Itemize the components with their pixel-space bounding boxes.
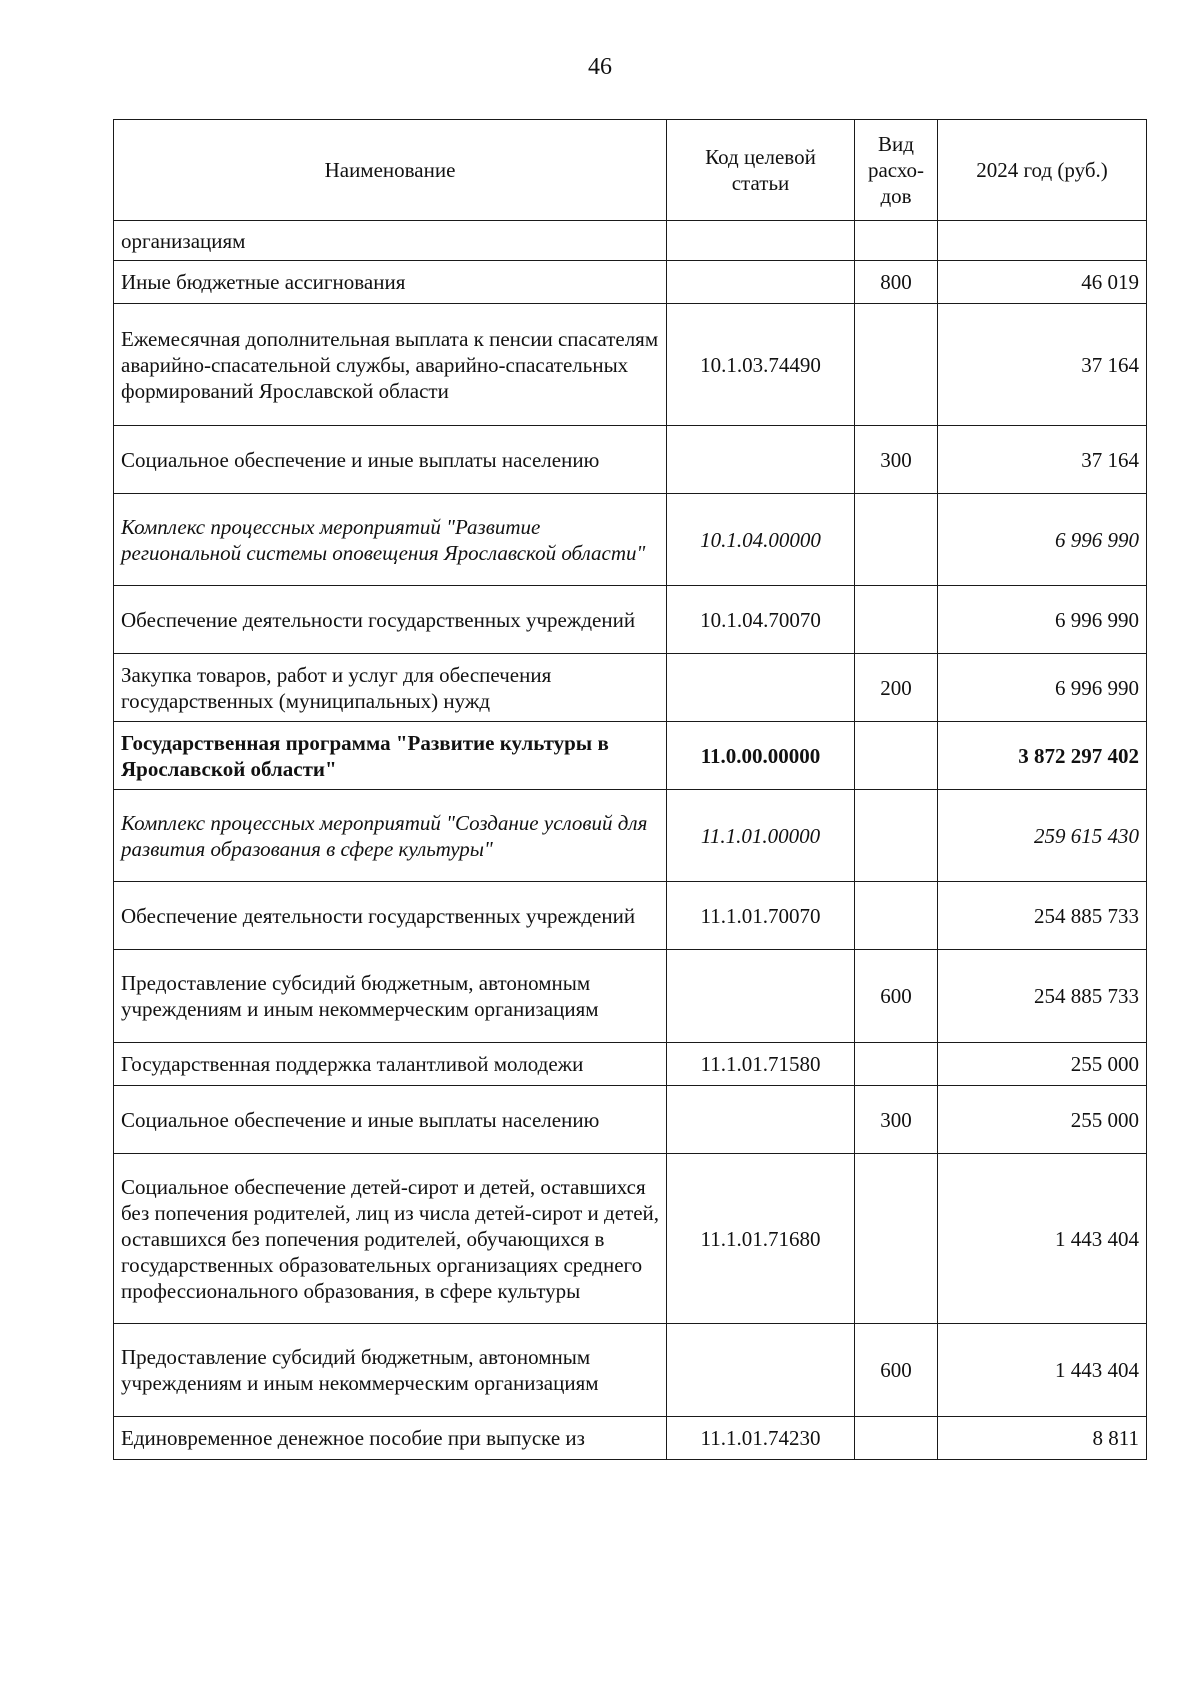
- cell-type: 300: [855, 426, 938, 494]
- cell-code: [667, 221, 855, 261]
- table-row: [114, 1324, 1147, 1417]
- cell-type: [855, 494, 938, 586]
- cell-amount: 37 164: [938, 304, 1147, 426]
- cell-code: [667, 1324, 855, 1417]
- table-row: [114, 494, 1147, 586]
- cell-type: [855, 586, 938, 654]
- cell-name: Иные бюджетные ассигнования: [114, 261, 667, 304]
- cell-code: 10.1.04.70070: [667, 586, 855, 654]
- cell-code: [667, 1086, 855, 1154]
- header-code: Код целевой статьи: [667, 120, 855, 221]
- cell-amount: 3 872 297 402: [938, 722, 1147, 790]
- cell-type: [855, 1154, 938, 1324]
- table-row: [114, 1417, 1147, 1460]
- cell-name: Комплекс процессных мероприятий "Создание условий для развития образования в сфере культуры": [114, 790, 667, 882]
- cell-code: 10.1.04.00000: [667, 494, 855, 586]
- table-row: [114, 221, 1147, 261]
- cell-amount: 254 885 733: [938, 882, 1147, 950]
- cell-name: Социальное обеспечение и иные выплаты населению: [114, 1086, 667, 1154]
- cell-amount: 6 996 990: [938, 654, 1147, 722]
- cell-name: Государственная программа "Развитие культуры в Ярославской области": [114, 722, 667, 790]
- budget-table: [113, 119, 1147, 1460]
- cell-type: 600: [855, 1324, 938, 1417]
- table-row: [114, 722, 1147, 790]
- cell-name: Обеспечение деятельности государственных учреждений: [114, 586, 667, 654]
- cell-name: Единовременное денежное пособие при выпуске из: [114, 1417, 667, 1460]
- table-body: [114, 221, 1147, 1460]
- page-number: 46: [588, 54, 612, 80]
- cell-code: 11.1.01.00000: [667, 790, 855, 882]
- header-amount: 2024 год (руб.): [938, 120, 1147, 221]
- cell-name: Государственная поддержка талантливой молодежи: [114, 1043, 667, 1086]
- cell-name: Ежемесячная дополнительная выплата к пенсии спасателям аварийно-спасательной службы, аварийно-спасательных формирований Ярославской области: [114, 304, 667, 426]
- cell-name: Социальное обеспечение детей-сирот и детей, оставшихся без попечения родителей, лиц из числа детей-сирот и детей, оставшихся без попечения родителей, обучающихся в государственных образовательных организациях среднего профессионального образования, в сфере культуры: [114, 1154, 667, 1324]
- cell-type: 200: [855, 654, 938, 722]
- table-row: [114, 1154, 1147, 1324]
- cell-name: Предоставление субсидий бюджетным, автономным учреждениям и иным некоммерческим организациям: [114, 950, 667, 1043]
- cell-type: 800: [855, 261, 938, 304]
- cell-code: [667, 426, 855, 494]
- cell-amount: 1 443 404: [938, 1324, 1147, 1417]
- cell-type: [855, 1417, 938, 1460]
- cell-name: организациям: [114, 221, 667, 261]
- table-row: [114, 882, 1147, 950]
- cell-type: 600: [855, 950, 938, 1043]
- cell-code: [667, 654, 855, 722]
- table-row: [114, 1086, 1147, 1154]
- cell-amount: 37 164: [938, 426, 1147, 494]
- cell-amount: [938, 221, 1147, 261]
- cell-type: [855, 1043, 938, 1086]
- cell-amount: 6 996 990: [938, 586, 1147, 654]
- table-row: [114, 950, 1147, 1043]
- cell-code: [667, 950, 855, 1043]
- table-row: [114, 586, 1147, 654]
- cell-type: 300: [855, 1086, 938, 1154]
- cell-code: 11.1.01.70070: [667, 882, 855, 950]
- cell-name: Закупка товаров, работ и услуг для обеспечения государственных (муниципальных) нужд: [114, 654, 667, 722]
- cell-amount: 254 885 733: [938, 950, 1147, 1043]
- cell-code: 11.1.01.74230: [667, 1417, 855, 1460]
- cell-name: Комплекс процессных мероприятий "Развитие региональной системы оповещения Ярославской области": [114, 494, 667, 586]
- cell-type: [855, 304, 938, 426]
- cell-name: Предоставление субсидий бюджетным, автономным учреждениям и иным некоммерческим организациям: [114, 1324, 667, 1417]
- cell-code: [667, 261, 855, 304]
- cell-amount: 46 019: [938, 261, 1147, 304]
- cell-amount: 6 996 990: [938, 494, 1147, 586]
- header-row: [114, 120, 1147, 221]
- table-row: [114, 261, 1147, 304]
- table-row: [114, 1043, 1147, 1086]
- cell-type: [855, 790, 938, 882]
- cell-name: Обеспечение деятельности государственных учреждений: [114, 882, 667, 950]
- table-row: [114, 654, 1147, 722]
- table-header: [114, 120, 1147, 221]
- cell-code: 10.1.03.74490: [667, 304, 855, 426]
- cell-name: Социальное обеспечение и иные выплаты населению: [114, 426, 667, 494]
- cell-code: 11.1.01.71580: [667, 1043, 855, 1086]
- cell-type: [855, 882, 938, 950]
- cell-amount: 259 615 430: [938, 790, 1147, 882]
- cell-amount: 1 443 404: [938, 1154, 1147, 1324]
- cell-amount: 8 811: [938, 1417, 1147, 1460]
- cell-amount: 255 000: [938, 1043, 1147, 1086]
- cell-code: 11.1.01.71680: [667, 1154, 855, 1324]
- table-row: [114, 426, 1147, 494]
- table-row: [114, 790, 1147, 882]
- cell-amount: 255 000: [938, 1086, 1147, 1154]
- table-row: [114, 304, 1147, 426]
- header-name: Наименование: [114, 120, 667, 221]
- cell-type: [855, 221, 938, 261]
- header-type: Вид расхо-дов: [855, 120, 938, 221]
- cell-code: 11.0.00.00000: [667, 722, 855, 790]
- cell-type: [855, 722, 938, 790]
